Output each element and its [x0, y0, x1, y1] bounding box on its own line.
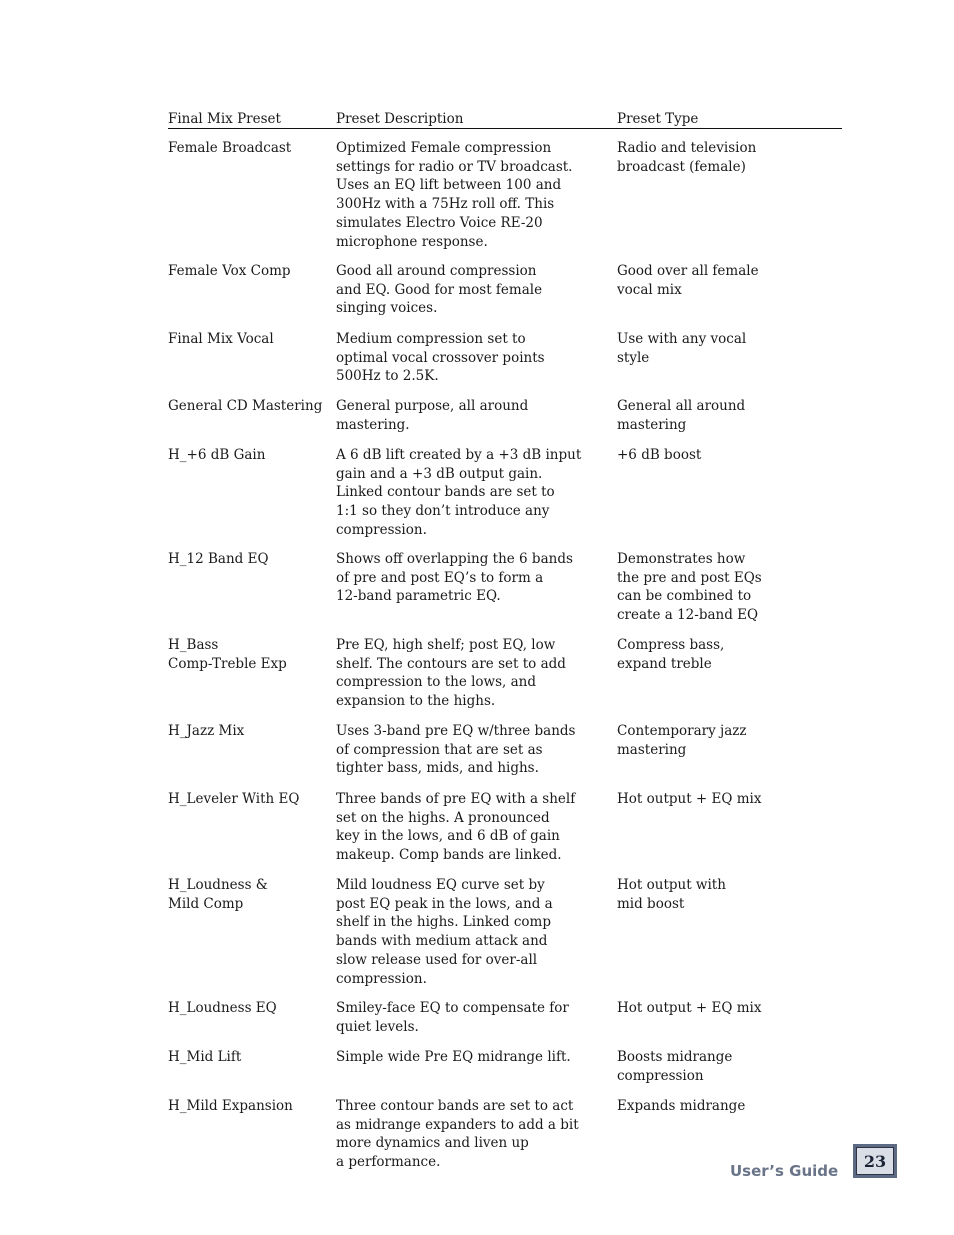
preset-type: +6 dB boost	[617, 447, 702, 463]
preset-name: H_12 Band EQ	[168, 551, 269, 567]
preset-description: Uses 3-band pre EQ w/three bands of compression that are set as tighter bass, mids, and highs.	[336, 723, 576, 777]
table-row	[168, 790, 842, 868]
preset-name: H_Leveler With EQ	[168, 791, 300, 807]
preset-name: Female Vox Comp	[168, 263, 291, 279]
preset-description: General purpose, all around mastering.	[336, 398, 529, 433]
preset-description: Pre EQ, high shelf; post EQ, low shelf. The contours are set to add compression to the lows, and expansion to the highs.	[336, 637, 566, 710]
table-row	[168, 262, 842, 321]
footer-label: User’s Guide	[730, 1162, 839, 1180]
preset-description: Optimized Female compression settings for radio or TV broadcast. Uses an EQ lift between 100 and 300Hz with a 75Hz roll off. This simulates Electro Voice RE-20 microphone response.	[336, 140, 573, 250]
preset-description: Smiley-face EQ to compensate for quiet levels.	[336, 1000, 569, 1035]
preset-name: H_Mid Lift	[168, 1049, 242, 1065]
preset-type: Boosts midrange compression	[617, 1049, 733, 1084]
preset-name: General CD Mastering	[168, 398, 323, 414]
table-row	[168, 876, 842, 991]
preset-type: Use with any vocal style	[617, 331, 747, 366]
preset-name: Final Mix Vocal	[168, 331, 274, 347]
preset-description: Three contour bands are set to act as midrange expanders to add a bit more dynamics and liven up a performance.	[336, 1098, 579, 1171]
preset-type: Demonstrates how the pre and post EQs can be combined to create a 12-band EQ	[617, 551, 762, 624]
table-row	[168, 1048, 842, 1088]
preset-description: Three bands of pre EQ with a shelf set on the highs. A pronounced key in the lows, and 6 dB of gain makeup. Comp bands are linked.	[336, 791, 576, 864]
table-row	[168, 330, 842, 389]
preset-type: Hot output with mid boost	[617, 877, 726, 912]
table-row	[168, 722, 842, 781]
preset-type: Radio and television broadcast (female)	[617, 140, 757, 175]
page-number: 23	[856, 1147, 894, 1175]
preset-description: Shows off overlapping the 6 bands of pre and post EQ’s to form a 12-band parametric EQ.	[336, 551, 573, 605]
table-row	[168, 397, 842, 437]
preset-description: Good all around compression and EQ. Good for most female singing voices.	[336, 263, 543, 317]
preset-type: Hot output + EQ mix	[617, 791, 762, 807]
preset-name: Female Broadcast	[168, 140, 292, 156]
preset-description: Simple wide Pre EQ midrange lift.	[336, 1049, 571, 1065]
header-preset-type: Preset Type	[617, 111, 699, 127]
preset-type: Expands midrange	[617, 1098, 746, 1114]
preset-name: H_Jazz Mix	[168, 723, 245, 739]
preset-name: H_Mild Expansion	[168, 1098, 293, 1114]
header-final-mix-preset: Final Mix Preset	[168, 111, 281, 127]
preset-description: Mild loudness EQ curve set by post EQ peak in the lows, and a shelf in the highs. Linked comp bands with medium attack and slow release used for over-all compression.	[336, 877, 553, 987]
preset-type: Compress bass, expand treble	[617, 637, 725, 672]
preset-type: Hot output + EQ mix	[617, 1000, 762, 1016]
table-row	[168, 139, 842, 252]
preset-description: A 6 dB lift created by a +3 dB input gain and a +3 dB output gain. Linked contour bands are set to 1:1 so they don’t introduce any compression.	[336, 447, 582, 538]
table-row	[168, 446, 842, 542]
table-row	[168, 636, 842, 714]
header-preset-description: Preset Description	[336, 111, 464, 127]
preset-name: H_+6 dB Gain	[168, 447, 266, 463]
page-number-box	[853, 1144, 897, 1178]
table-row	[168, 550, 842, 628]
preset-type: Contemporary jazz mastering	[617, 723, 747, 758]
preset-type: Good over all female vocal mix	[617, 263, 759, 298]
preset-type: General all around mastering	[617, 398, 746, 433]
preset-name: H_Bass Comp-Treble Exp	[168, 637, 287, 672]
table-header	[168, 110, 842, 129]
preset-description: Medium compression set to optimal vocal crossover points 500Hz to 2.5K.	[336, 331, 545, 385]
table-row	[168, 999, 842, 1039]
preset-name: H_Loudness & Mild Comp	[168, 877, 268, 912]
preset-name: H_Loudness EQ	[168, 1000, 277, 1016]
